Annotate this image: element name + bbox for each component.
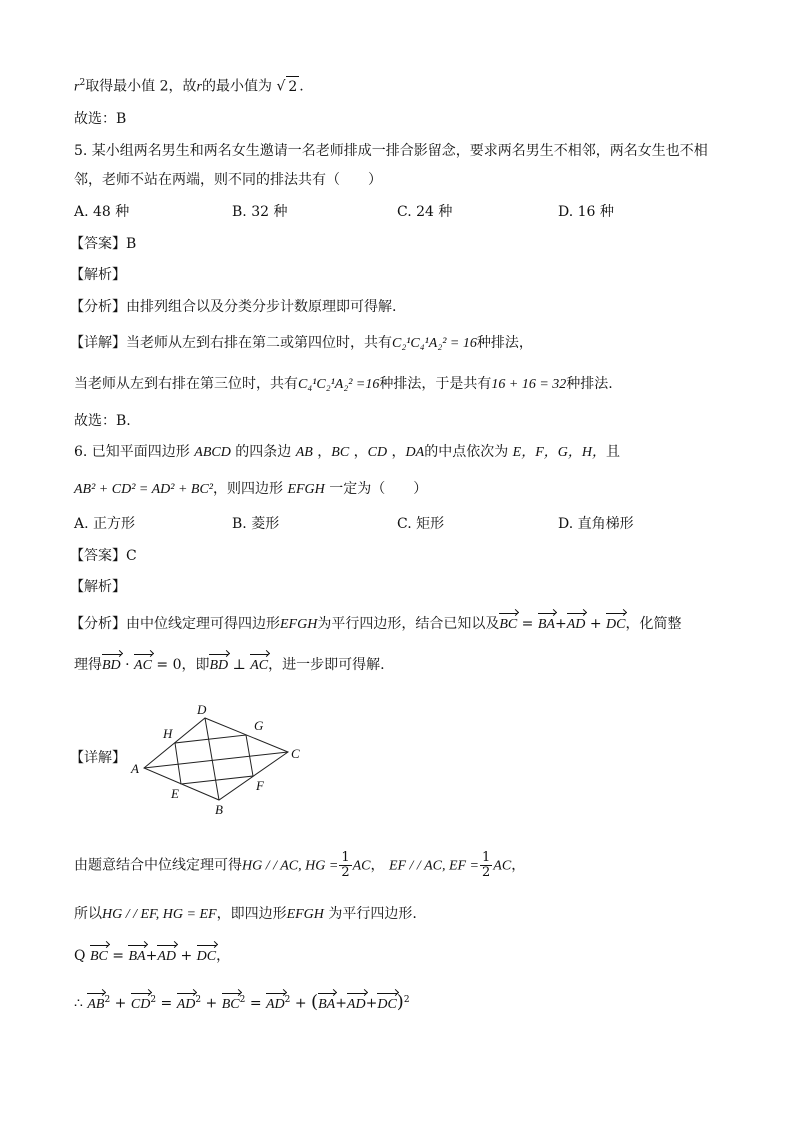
q6-detail-label: 【详解】 [70, 750, 126, 766]
q6-answer: 【答案】C [70, 548, 137, 564]
label-h: H [163, 726, 173, 741]
q5-choose: 故选：B. [74, 413, 131, 429]
q5-line1: 5. 某小组两名男生和两名女生邀请一名老师排成一排合影留念，要求两名男生不相邻，两名女生也不相 [74, 143, 708, 159]
quad-efgh-outline [175, 735, 253, 784]
label-e: E [171, 786, 179, 801]
q5-option-d: D. 16 种 [558, 204, 614, 220]
q6-fenxi2: 理得BD · AC = 0，即BD ⊥ AC，进一步即可得解. [74, 655, 385, 676]
choose-prev: 故选：B [74, 111, 127, 127]
q6-line2: AB² + CD² = AD² + BC²，则四边形 EFGH 一定为（ ） [74, 481, 428, 497]
q5-line2: 邻，老师不站在两端，则不同的排法共有（ ） [74, 172, 382, 188]
q6-option-c: C. 矩形 [397, 516, 445, 532]
q6-fenxi1: 【分析】由中位线定理可得四边形EFGH为平行四边形，结合已知以及BC = BA+AD + DC，化简整 [70, 614, 681, 635]
q5-detail1: 【详解】当老师从左到右排在第二或第四位时，共有C₂¹C₄¹A₂² = 16种排法， [70, 335, 533, 351]
q6-detail3: Q BC = BA+AD + DC， [74, 946, 230, 967]
label-c: C [291, 746, 300, 761]
q5-option-c: C. 24 种 [397, 204, 453, 220]
q5-detail2: 当老师从左到右排在第三位时，共有C₄¹C₂¹A₂² =16种排法，于是共有16 + 16 = 32种排法. [74, 376, 613, 392]
quadrilateral-figure [125, 700, 310, 820]
q6-detail4: ∴ $AB^2 + CD^2 = AD^2 + BC^2 = AD^2 + (BA+AD+DC)^2$ [74, 991, 410, 1013]
diag-ac [144, 752, 288, 768]
label-f: F [256, 778, 264, 793]
q5-fenxi: 【分析】由排列组合以及分类分步计数原理即可得解. [70, 299, 397, 315]
q6-option-b: B. 菱形 [232, 516, 280, 532]
q5-answer: 【答案】B [70, 236, 137, 252]
q6-analysis: 【解析】 [70, 579, 126, 595]
line-r-min: $r^2$取得最小值 2，故r的最小值为 √ 2 . [74, 73, 304, 98]
label-a: A [131, 761, 139, 776]
q5-option-a: A. 48 种 [74, 204, 130, 220]
q6-option-d: D. 直角梯形 [558, 516, 634, 532]
q6-detail1: 由题意结合中位线定理可得HG / / AC, HG = $\frac{1}{2}$ AC， EF / / AC, EF = $\frac{1}{2}$ AC， [74, 850, 526, 880]
label-d: D [197, 702, 207, 717]
diag-bd [205, 718, 219, 800]
q5-option-b: B. 32 种 [232, 204, 288, 220]
q6-option-a: A. 正方形 [74, 516, 136, 532]
sqrt-symbol: √ [276, 78, 286, 95]
q5-analysis: 【解析】 [70, 267, 126, 283]
label-b: B [215, 802, 223, 817]
q6-line1: 6. 已知平面四边形 ABCD 的四条边 AB ，BC ，CD ，DA的中点依次为 E，F，G，H，且 [74, 444, 620, 460]
q6-detail2: 所以HG / / EF, HG = EF，即四边形EFGH 为平行四边形. [74, 906, 417, 922]
label-g: G [254, 718, 264, 733]
